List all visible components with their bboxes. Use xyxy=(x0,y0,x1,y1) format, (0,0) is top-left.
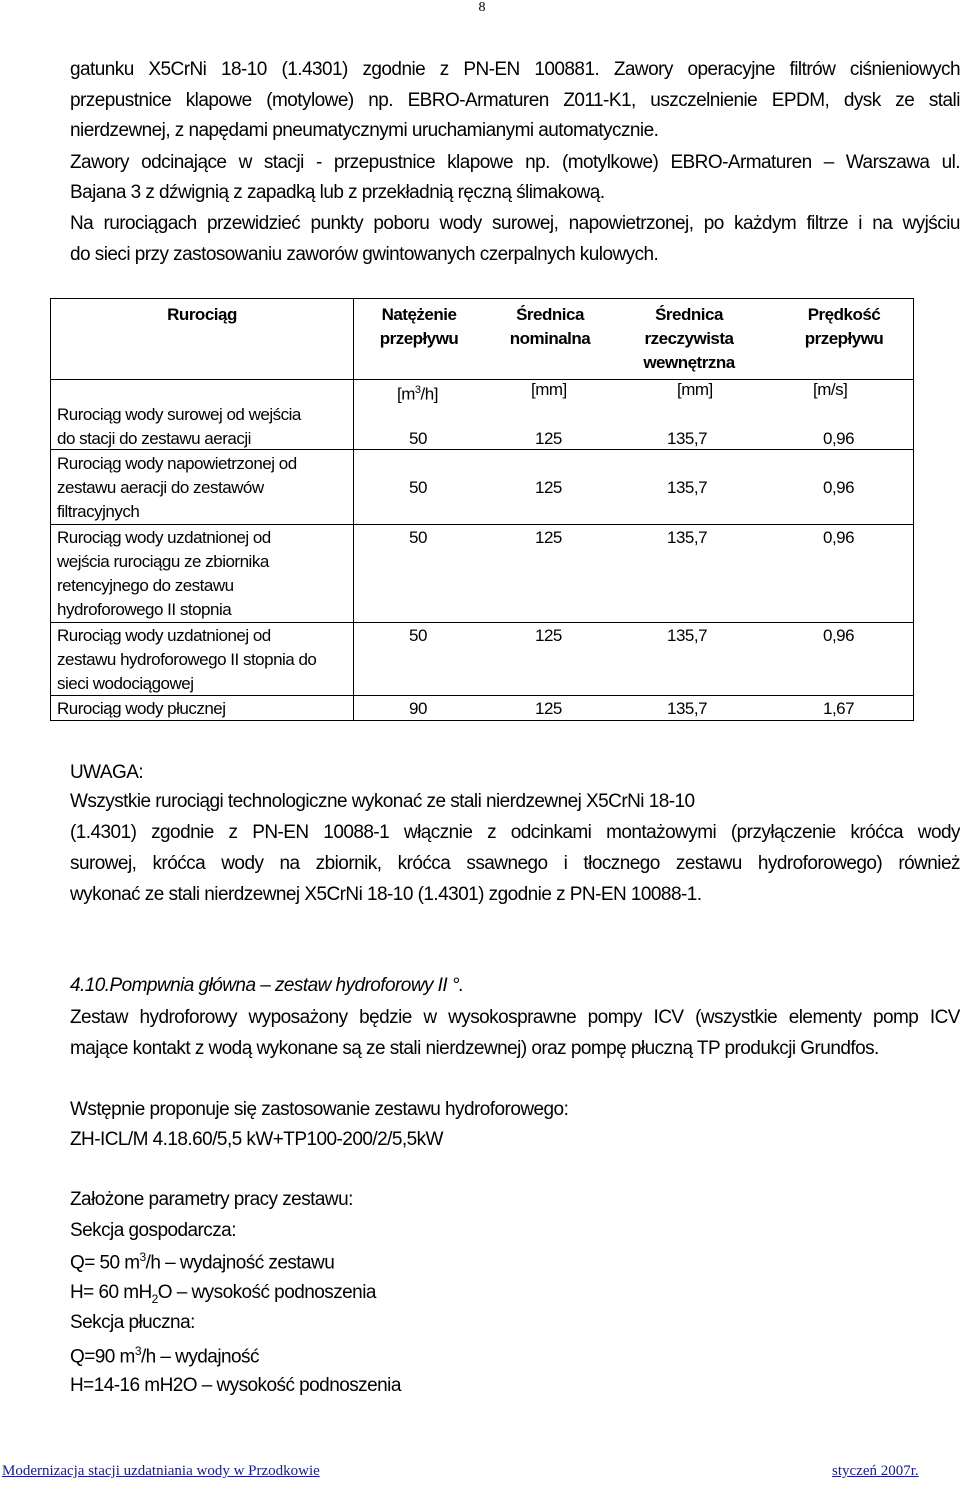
proposal-intro: Wstępnie proponuje się zastosowanie zestawu hydroforowego: xyxy=(70,1099,569,1120)
word: wody xyxy=(439,213,482,234)
header-nominal-diameter-line-2: nominalna xyxy=(509,329,591,348)
unit-flow-rate-exponent: 3 xyxy=(414,384,421,396)
flushing-flow-exponent: 3 xyxy=(134,1344,141,1358)
word: również xyxy=(898,853,960,874)
word: (motylkowe) xyxy=(561,152,659,173)
household-head xyxy=(70,1282,376,1306)
row-2-internal-diameter: 135,7 xyxy=(667,478,708,497)
header-pipeline: Rurociąg xyxy=(167,305,237,324)
word: (przyłączenie xyxy=(730,822,836,843)
word: filtrze xyxy=(806,213,848,234)
row-3-nominal-diameter: 125 xyxy=(535,528,562,547)
footer-document-title: Modernizacja stacji uzdatniania wody w Przodkowie xyxy=(2,1463,320,1479)
word: ze xyxy=(895,90,915,111)
row-3-flow: 50 xyxy=(409,528,427,547)
word: zbiornik, xyxy=(315,853,382,874)
word: surowej, xyxy=(70,853,137,874)
header-velocity-line-2: przepływu xyxy=(804,329,884,348)
row-2-velocity: 0,96 xyxy=(823,478,855,497)
word: - xyxy=(315,152,322,173)
word: Zestaw xyxy=(70,1007,128,1028)
row-1-nominal-diameter: 125 xyxy=(535,429,562,448)
word: hydroforowy xyxy=(139,1007,237,1028)
word: włącznie xyxy=(403,822,473,843)
row-1-name-line-2: do stacji do zestawu aeracji xyxy=(57,429,251,448)
row-5-name-line-1: Rurociąg wody płucznej xyxy=(57,699,226,718)
word: (wszystkie xyxy=(695,1007,778,1028)
unit-flow-rate-tail: /h] xyxy=(420,384,438,404)
word: Na xyxy=(70,213,94,234)
word: rurociągach xyxy=(103,213,197,234)
word: zgodnie xyxy=(151,822,214,843)
section-heading xyxy=(70,975,464,997)
note-line-2 xyxy=(70,822,960,844)
page-number: 8 xyxy=(478,0,486,15)
table-row-divider xyxy=(51,379,913,380)
word: na xyxy=(872,213,893,234)
row-3-name-line-3: retencyjnego do zestawu xyxy=(57,576,234,595)
paragraph-line-3: nierdzewnej, z napędami pneumatycznymi uruchamianymi automatycznie. xyxy=(70,120,659,141)
word: – xyxy=(823,152,834,173)
header-flow-rate-line-2: przepływu xyxy=(379,329,459,348)
word: króćca xyxy=(850,822,904,843)
household-flow-exponent: 3 xyxy=(139,1250,146,1264)
household-section-title: Sekcja gospodarcza: xyxy=(70,1220,236,1241)
word: z xyxy=(439,59,449,80)
row-3-velocity: 0,96 xyxy=(823,528,855,547)
section-line-2: mające kontakt z wodą wykonane są ze stali nierdzewnej) oraz pompę płuczną TP produkcji Grundfos. xyxy=(70,1038,879,1059)
header-flow-rate-line-1: Natężenie xyxy=(381,305,457,324)
word: z xyxy=(228,822,238,843)
word: 10088-1 xyxy=(323,822,390,843)
word: operacyjne xyxy=(687,59,775,80)
paragraph-line-5: Bajana 3 z dźwignią z zapadką lub z przekładnią ręczną ślimakową. xyxy=(70,182,605,203)
row-5-flow: 90 xyxy=(409,699,427,718)
section-number: 4.10. xyxy=(70,975,110,996)
word: elementy xyxy=(788,1007,862,1028)
word: odcinające xyxy=(141,152,227,173)
unit-velocity: [m/s] xyxy=(813,380,848,399)
paragraph-line-1 xyxy=(70,59,960,81)
section-title: Pompwnia główna – zestaw hydroforowy II °. xyxy=(109,975,464,996)
row-2-name-line-1: Rurociąg wody napowietrzonej od xyxy=(57,454,297,473)
note-line-1: Wszystkie rurociągi technologiczne wykonać ze stali nierdzewnej X5CrNi 18-10 xyxy=(70,791,695,812)
word: przepustnice xyxy=(333,152,435,173)
table-row-2-name xyxy=(57,452,357,524)
unit-nominal-diameter: [mm] xyxy=(531,380,567,399)
word: przepustnice xyxy=(70,90,172,111)
word: wody xyxy=(221,853,264,874)
row-5-internal-diameter: 135,7 xyxy=(667,699,708,718)
word: np. xyxy=(368,90,393,111)
word: 18-10 xyxy=(220,59,267,80)
table-row-divider xyxy=(51,622,913,623)
word: surowej, xyxy=(491,213,559,234)
row-2-nominal-diameter: 125 xyxy=(535,478,562,497)
word: ICV xyxy=(929,1007,960,1028)
word: ciśnieniowych xyxy=(849,59,960,80)
unit-flow-rate-base: [m xyxy=(397,384,415,404)
word: napowietrzonej, xyxy=(568,213,694,234)
paragraph-line-4 xyxy=(70,152,960,174)
word: tłocznego xyxy=(583,853,660,874)
word: ssawnego xyxy=(466,853,548,874)
section-line-1 xyxy=(70,1007,960,1029)
word: zestawu xyxy=(675,853,742,874)
word: w xyxy=(423,1007,437,1028)
household-head-base: H= 60 mH xyxy=(70,1282,152,1303)
household-flow-base: Q= 50 m xyxy=(70,1252,140,1274)
row-4-internal-diameter: 135,7 xyxy=(667,626,708,645)
word: wysokosprawne xyxy=(448,1007,577,1028)
word: ICV xyxy=(653,1007,684,1028)
row-3-name-line-2: wejścia rurociągu ze zbiornika xyxy=(57,552,269,571)
row-3-internal-diameter: 135,7 xyxy=(667,528,708,547)
household-head-tail: O – wysokość podnoszenia xyxy=(157,1282,376,1303)
footer-date: styczeń 2007r. xyxy=(832,1463,919,1479)
params-title: Założone parametry pracy zestawu: xyxy=(70,1189,353,1210)
word: X5CrNi xyxy=(148,59,207,80)
row-1-velocity: 0,96 xyxy=(823,429,855,448)
word: montażowymi xyxy=(606,822,717,843)
word: klapowe xyxy=(447,152,513,173)
word: hydroforowego) xyxy=(757,853,883,874)
header-velocity xyxy=(763,303,925,351)
unit-flow-rate xyxy=(397,378,438,407)
word: EBRO-Armaturen xyxy=(407,90,549,111)
row-5-nominal-diameter: 125 xyxy=(535,699,562,718)
proposal-model: ZH-ICL/M 4.18.60/5,5 kW+TP100-200/2/5,5kW xyxy=(70,1129,443,1150)
word: z xyxy=(487,822,497,843)
word: wody xyxy=(917,822,960,843)
word: stacji xyxy=(263,152,304,173)
word: klapowe xyxy=(185,90,252,111)
header-internal-diameter-line-3: wewnętrzna xyxy=(643,353,735,372)
word: króćca xyxy=(397,853,451,874)
header-flow-rate xyxy=(353,303,485,351)
word: Warszawa xyxy=(845,152,930,173)
row-3-name-line-1: Rurociąg wody uzdatnionej od xyxy=(57,528,271,547)
word: dysk xyxy=(843,90,881,111)
row-4-name-line-3: sieci wodociągowej xyxy=(57,674,194,693)
word: PN-EN xyxy=(252,822,309,843)
word: uszczelnienie xyxy=(650,90,758,111)
row-2-name-line-2: zestawu aeracji do zestawów xyxy=(57,478,264,497)
word: (1.4301) xyxy=(70,822,137,843)
household-head-subscript: 2 xyxy=(151,1291,158,1306)
table-row-5-name xyxy=(57,697,357,721)
word: każdym xyxy=(734,213,797,234)
word: odcinkami xyxy=(510,822,592,843)
word: Zawory xyxy=(70,152,129,173)
word: gatunku xyxy=(70,59,134,80)
row-4-flow: 50 xyxy=(409,626,427,645)
word: wyjściu xyxy=(902,213,960,234)
household-flow-tail: /h – wydajność zestawu xyxy=(145,1252,335,1274)
word: stali xyxy=(928,90,960,111)
word: będzie xyxy=(359,1007,412,1028)
word: w xyxy=(238,152,252,173)
flushing-flow xyxy=(70,1344,259,1368)
word: EPDM, xyxy=(771,90,830,111)
word: poboru xyxy=(373,213,430,234)
table-row-4-name xyxy=(57,624,357,696)
word: filtrów xyxy=(789,59,836,80)
row-3-name-line-4: hydroforowego II stopnia xyxy=(57,600,232,619)
row-2-flow: 50 xyxy=(409,478,427,497)
word: PN-EN xyxy=(463,59,520,80)
paragraph-line-7: do sieci przy zastosowaniu zaworów gwintowanych czerpalnych kulowych. xyxy=(70,244,659,265)
word: ul. xyxy=(941,152,960,173)
word: i xyxy=(858,213,862,234)
paragraph-line-6 xyxy=(70,213,960,235)
word: Z011-K1, xyxy=(563,90,636,111)
flushing-section-title: Sekcja płuczna: xyxy=(70,1312,195,1333)
header-nominal-diameter-line-1: Średnica xyxy=(516,305,584,324)
note-title: UWAGA: xyxy=(70,762,144,783)
word: i xyxy=(563,853,568,874)
word: przewidzieć xyxy=(206,213,301,234)
word: wyposażony xyxy=(248,1007,348,1028)
household-flow xyxy=(70,1250,334,1274)
header-internal-diameter-line-1: Średnica xyxy=(655,305,723,324)
word: (1.4301) xyxy=(281,59,348,80)
paragraph-line-2 xyxy=(70,90,960,112)
row-4-velocity: 0,96 xyxy=(823,626,855,645)
table-row-1-name xyxy=(57,403,357,451)
header-internal-diameter-line-2: rzeczywista xyxy=(644,329,734,348)
word: np. xyxy=(525,152,550,173)
unit-internal-diameter: [mm] xyxy=(677,380,713,399)
row-1-flow: 50 xyxy=(409,429,427,448)
row-1-name-line-1: Rurociąg wody surowej od wejścia xyxy=(57,405,301,424)
word: Zawory xyxy=(613,59,673,80)
flushing-flow-tail: /h – wydajność xyxy=(140,1346,259,1368)
note-line-3 xyxy=(70,853,960,875)
word: zgodnie xyxy=(362,59,426,80)
flushing-flow-base: Q=90 m xyxy=(70,1346,135,1368)
header-internal-diameter xyxy=(615,303,763,375)
word: po xyxy=(703,213,724,234)
word: (motylowe) xyxy=(266,90,354,111)
row-4-name-line-2: zestawu hydroforowego II stopnia do xyxy=(57,650,317,669)
word: króćca xyxy=(152,853,206,874)
word: pompy xyxy=(587,1007,642,1028)
header-velocity-line-1: Prędkość xyxy=(807,305,881,324)
row-5-velocity: 1,67 xyxy=(823,699,855,718)
row-4-name-line-1: Rurociąg wody uzdatnionej od xyxy=(57,626,271,645)
flushing-head: H=14-16 mH2O – wysokość podnoszenia xyxy=(70,1375,401,1396)
word: EBRO-Armaturen xyxy=(670,152,812,173)
row-4-nominal-diameter: 125 xyxy=(535,626,562,645)
table-row-divider xyxy=(51,524,913,525)
row-1-internal-diameter: 135,7 xyxy=(667,429,708,448)
header-nominal-diameter xyxy=(485,303,615,351)
word: na xyxy=(279,853,300,874)
word: pomp xyxy=(872,1007,919,1028)
note-line-4: wykonać ze stali nierdzewnej X5CrNi 18-10 (1.4301) zgodnie z PN-EN 10088-1. xyxy=(70,884,702,905)
pipeline-table xyxy=(50,298,914,721)
word: punkty xyxy=(310,213,364,234)
word: 100881. xyxy=(534,59,600,80)
table-row-3-name xyxy=(57,526,357,622)
row-2-name-line-3: filtracyjnych xyxy=(57,502,140,521)
